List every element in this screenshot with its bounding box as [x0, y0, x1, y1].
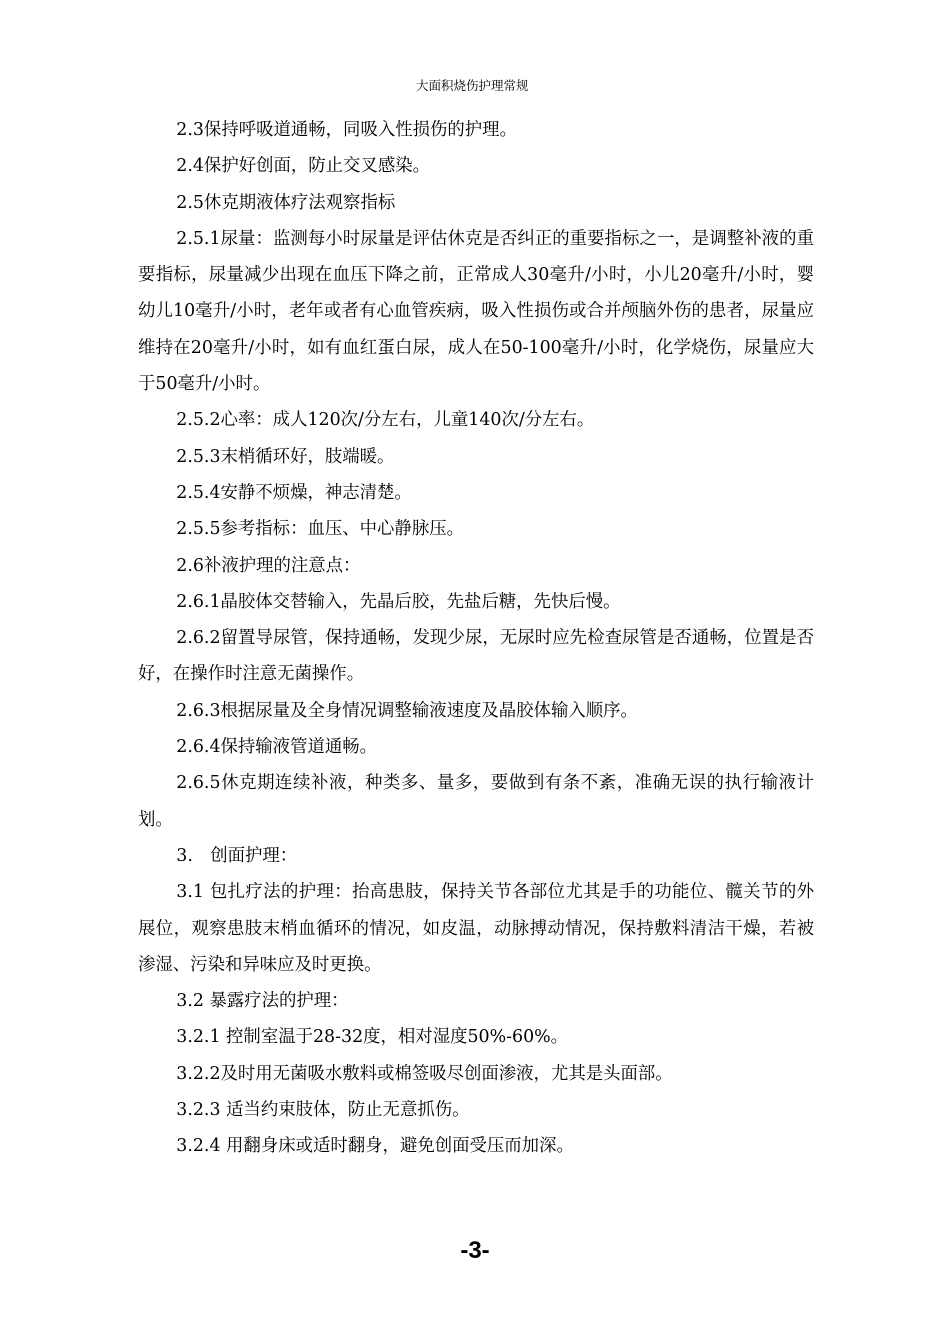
- paragraph: 3.2.1 控制室温于28-32度，相对湿度50%-60%。: [176, 1027, 569, 1048]
- paragraph: 2.4保护好创面，防止交叉感染。: [176, 156, 431, 177]
- page-number: -3-: [460, 1237, 490, 1264]
- paragraph: 2.6.4保持输液管道通畅。: [176, 737, 378, 758]
- paragraph: 3.2.3 适当约束肢体，防止无意抓伤。: [176, 1100, 470, 1121]
- section-heading: 3. 创面护理：: [176, 845, 298, 866]
- paragraph: 3.2 暴露疗法的护理：: [176, 991, 349, 1012]
- paragraph: 2.6.5休克期连续补液，种类多、量多，要做到有条不紊，准确无误的执行输液计划。: [138, 773, 814, 830]
- paragraph: 2.6.1晶胶体交替输入，先晶后胶，先盐后糖，先快后慢。: [176, 591, 621, 612]
- paragraph: 2.5.5参考指标：血压、中心静脉压。: [176, 519, 464, 540]
- paragraph: 2.5.4安静不烦燥，神志清楚。: [176, 482, 412, 503]
- paragraph: 3.1 包扎疗法的护理：抬高患肢，保持关节各部位尤其是手的功能位、髋关节的外展位，观察患肢末梢血循环的情况，如皮温，动脉搏动情况，保持敷料清洁干燥，若被渗湿、污染和异味应及时更换。: [138, 882, 814, 975]
- paragraph: 2.5.3末梢循环好，肢端暖。: [176, 446, 395, 467]
- paragraph: 2.6补液护理的注意点：: [176, 555, 361, 576]
- paragraph: 2.6.2留置导尿管，保持通畅，发现少尿，无尿时应先检查尿管是否通畅，位置是否好，在操作时注意无菌操作。: [138, 628, 814, 685]
- paragraph: 3.2.4 用翻身床或适时翻身，避免创面受压而加深。: [176, 1136, 574, 1157]
- page-header-title: 大面积烧伤护理常规: [416, 78, 529, 93]
- paragraph: 2.6.3根据尿量及全身情况调整输液速度及晶胶体输入顺序。: [176, 700, 638, 721]
- paragraph: 2.3保持呼吸道通畅，同吸入性损伤的护理。: [176, 120, 517, 140]
- paragraph: 2.5休克期液体疗法观察指标: [176, 192, 396, 213]
- paragraph: 3.2.2及时用无菌吸水敷料或棉签吸尽创面渗液，尤其是头面部。: [176, 1063, 673, 1084]
- document-body: [138, 112, 814, 1165]
- paragraph: 2.5.1尿量：监测每小时尿量是评估休克是否纠正的重要指标之一，是调整补液的重要指标，尿量减少出现在血压下降之前，正常成人30毫升/小时，小儿20毫升/小时，婴幼儿10毫升/小时，老年或者有心血管疾病，吸入性损伤或合并颅脑外伤的患者，尿量应维持在20毫升/小时，如有血红蛋白尿，成人在50-100毫升/小时，化学烧伤，尿量应大于50毫升/小时。: [138, 228, 814, 395]
- paragraph: 2.5.2心率：成人120次/分左右，儿童140次/分左右。: [176, 410, 595, 431]
